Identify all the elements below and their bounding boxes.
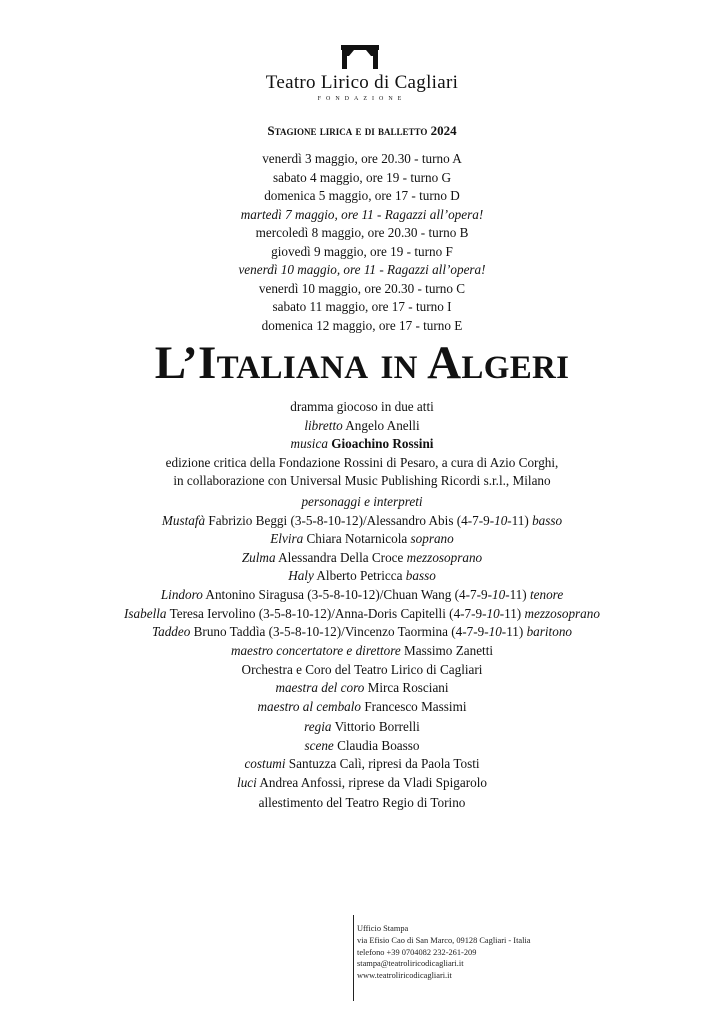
season-heading: Stagione lirica e di balletto 2024: [267, 123, 457, 138]
genre: dramma giocoso in due atti: [290, 399, 434, 414]
theatre-stage-icon: [339, 44, 381, 70]
performance-date: martedì 7 maggio, ore 11 - Ragazzi all’opera!: [240, 206, 484, 222]
performance-date: giovedì 9 maggio, ore 19 - turno F: [271, 243, 453, 259]
performance-date: sabato 4 maggio, ore 19 - turno G: [273, 169, 451, 185]
theatre-subtitle: FONDAZIONE: [317, 96, 407, 102]
edition-line: edizione critica della Fondazione Rossini di Pesaro, a cura di Azio Corghi,: [165, 454, 559, 470]
performance-date: mercoledì 8 maggio, ore 20.30 - turno B: [255, 225, 469, 240]
press-address: via Efisio Cao di San Marco, 09128 Cagliari - Italia: [357, 935, 531, 945]
performance-date: venerdì 10 maggio, ore 11 - Ragazzi all’opera!: [238, 262, 486, 277]
cast-row: Zulma Alessandra Della Croce mezzosoprano: [241, 549, 483, 565]
costumes-credit: costumi Santuzza Calì, ripresi da Paola Tosti: [244, 756, 480, 772]
cast-heading: personaggi e interpreti: [301, 494, 423, 509]
performance-dates: [0, 150, 724, 335]
performance-date: sabato 11 maggio, ore 17 - turno I: [272, 299, 452, 314]
libretto-credit: libretto Angelo Anelli: [304, 417, 420, 433]
cast-row: Isabella Teresa Iervolino (3-5-8-10-12)/Anna-Doris Capitelli (4-7-9-10-11) mezzosoprano: [124, 605, 600, 621]
sets-credit: scene Claudia Boasso: [304, 737, 420, 753]
press-office-contact: [357, 923, 531, 982]
conductor-credit: maestro concertatore e direttore Massimo Zanetti: [230, 643, 494, 658]
opera-title: L’Italiana in Algeri: [154, 337, 570, 389]
theatre-name: Teatro Lirico di Cagliari: [265, 72, 459, 93]
music-credit: musica Gioachino Rossini: [290, 436, 434, 452]
cast-row: Taddeo Bruno Taddìa (3-5-8-10-12)/Vincenzo Taormina (4-7-9-10-11) baritono: [151, 624, 573, 640]
lights-credit: luci Andrea Anfossi, riprese da Vladi Spigarolo: [237, 774, 487, 790]
director-credit: regia Vittorio Borrelli: [304, 719, 420, 734]
press-office: Ufficio Stampa: [357, 924, 409, 933]
performance-date: domenica 12 maggio, ore 17 - turno E: [261, 317, 463, 333]
performance-date: venerdì 10 maggio, ore 20.30 - turno C: [258, 280, 466, 296]
harpsichord-credit: maestro al cembalo Francesco Massimi: [257, 698, 467, 714]
work-credits: [0, 398, 724, 491]
chorus-credit: maestra del coro Mirca Rosciani: [275, 680, 449, 696]
performance-date: domenica 5 maggio, ore 17 - turno D: [264, 188, 460, 203]
orchestra-credit: Orchestra e Coro del Teatro Lirico di Cagliari: [241, 661, 483, 677]
cast-row: Haly Alberto Petricca basso: [288, 568, 436, 584]
collaboration-line: in collaborazione con Universal Music Publishing Ricordi s.r.l., Milano: [173, 473, 551, 489]
cast-row: Mustafà Fabrizio Beggi (3-5-8-10-12)/Alessandro Abis (4-7-9-10-11) basso: [161, 512, 563, 528]
production-credits: [0, 718, 724, 792]
press-website[interactable]: www.teatroliricodicagliari.it: [357, 971, 452, 981]
cast-row: Elvira Chiara Notarnicola soprano: [270, 531, 454, 547]
cast-list: [0, 493, 724, 642]
performance-date: venerdì 3 maggio, ore 20.30 - turno A: [262, 151, 462, 166]
cast-row: Lindoro Antonino Siragusa (3-5-8-10-12)/Chuan Wang (4-7-9-10-11) tenore: [160, 586, 564, 602]
music-staff: [0, 642, 724, 716]
divider: [353, 915, 354, 1001]
staging-credit: allestimento del Teatro Regio di Torino: [258, 795, 466, 810]
press-phone: telefono +39 0704082 232-261-209: [357, 947, 477, 957]
press-email[interactable]: stampa@teatroliricodicagliari.it: [357, 959, 464, 969]
